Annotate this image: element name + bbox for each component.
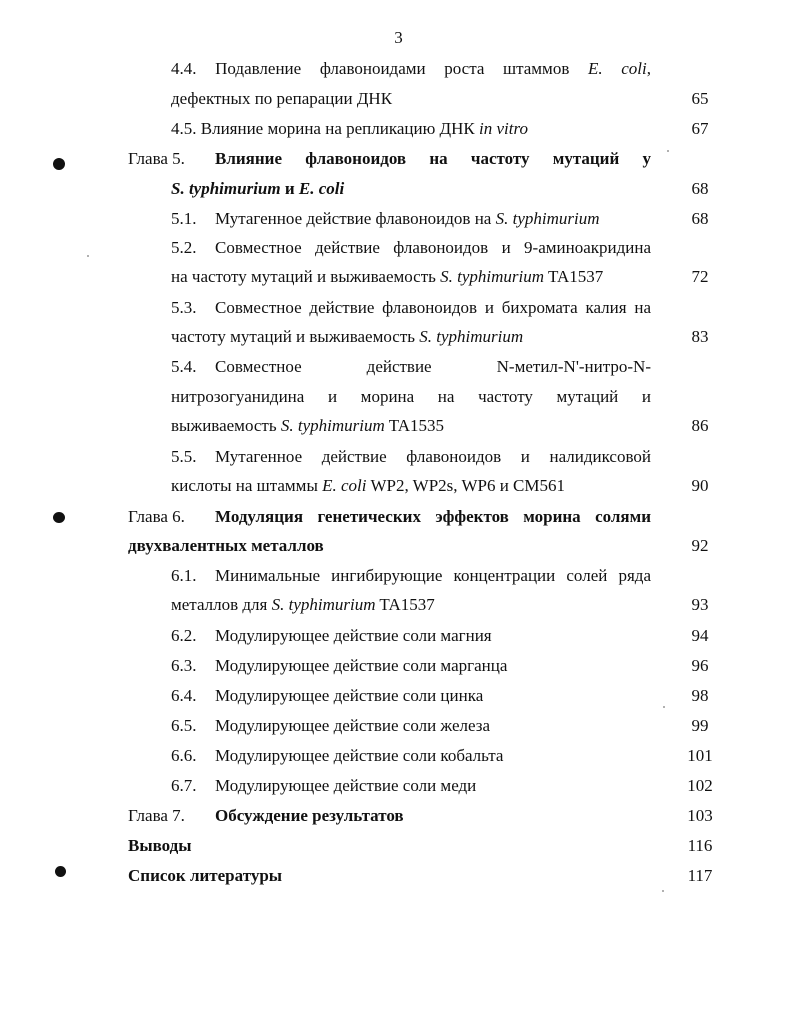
page-ref: 93 (691, 595, 709, 614)
page-ref: 72 (691, 267, 709, 286)
scan-speck (667, 150, 669, 152)
page-ref: 92 (691, 536, 709, 555)
section-number: 6.5. (171, 716, 197, 735)
section-number: 5.2. (171, 238, 197, 257)
page-ref: 68 (691, 179, 709, 198)
page-ref: 65 (691, 89, 709, 108)
toc-entry-4-4-line2: дефектных по репарации ДНК (171, 89, 393, 108)
section-number: 5.1. (171, 209, 197, 228)
chapter-5-title-line2: S. typhimurium и E. coli (171, 179, 345, 198)
page-ref: 117 (687, 866, 713, 885)
scan-hole-mark (55, 866, 66, 877)
toc-entry-4-5: 4.5. Влияние морина на репликацию ДНК in vitro (171, 119, 528, 138)
toc-entry-5-2-line2: на частоту мутаций и выживаемость S. typhimurium TA1537 (171, 267, 604, 286)
toc-entry-5-3-line1: Совместное действие флавоноидов и бихромата калия на (215, 298, 651, 317)
chapter-label: Глава 6. (128, 507, 185, 526)
toc-entry-5-3-line2: частоту мутаций и выживаемость S. typhimurium (171, 327, 524, 346)
toc-entry-5-4-line1: Совместное действие N-метил-N'-нитро-N- (215, 357, 651, 376)
toc-entry-5-2-line1: Совместное действие флавоноидов и 9-аминоакридина (215, 238, 651, 257)
section-number: 6.3. (171, 656, 197, 675)
toc-entry-6-7: Модулирующее действие соли меди (215, 776, 477, 795)
toc-entry-6-5: Модулирующее действие соли железа (215, 716, 490, 735)
chapter-6-title-line2: двухвалентных металлов (128, 536, 324, 555)
section-number: 6.2. (171, 626, 197, 645)
page-ref: 99 (691, 716, 709, 735)
page-ref: 98 (691, 686, 709, 705)
section-number: 5.3. (171, 298, 197, 317)
section-number: 5.5. (171, 447, 197, 466)
section-number: 6.1. (171, 566, 197, 585)
references-title: Список литературы (128, 866, 283, 885)
toc-entry-5-4-line2: нитрозогуанидина и морина на частоту мутаций и (171, 387, 651, 406)
toc-entry-6-1-line2: металлов для S. typhimurium TA1537 (171, 595, 435, 614)
page-ref: 96 (691, 656, 709, 675)
scan-hole-mark (53, 158, 65, 170)
page-ref: 94 (691, 626, 709, 645)
toc-entry-5-1: Мутагенное действие флавоноидов на S. typhimurium (215, 209, 600, 228)
scan-hole-mark (53, 512, 65, 523)
chapter-label: Глава 7. (128, 806, 185, 825)
page-number: 3 (394, 28, 403, 47)
page-ref: 68 (691, 209, 709, 228)
toc-entry-6-3: Модулирующее действие соли марганца (215, 656, 508, 675)
page-ref: 67 (691, 119, 709, 138)
section-number: 4.4. (171, 59, 197, 78)
page-ref: 102 (687, 776, 713, 795)
toc-entry-6-6: Модулирующее действие соли кобальта (215, 746, 504, 765)
page-ref: 116 (687, 836, 713, 855)
toc-entry-6-4: Модулирующее действие соли цинка (215, 686, 484, 705)
section-number: 6.4. (171, 686, 197, 705)
conclusions-title: Выводы (128, 836, 192, 855)
section-number: 6.6. (171, 746, 197, 765)
section-number: 5.4. (171, 357, 197, 376)
toc-entry-6-1-line1: Минимальные ингибирующие концентрации солей ряда (215, 566, 651, 585)
scan-speck (87, 255, 89, 257)
page-ref: 101 (687, 746, 713, 765)
page-ref: 83 (691, 327, 709, 346)
page-ref: 86 (691, 416, 709, 435)
toc-entry-5-5-line1: Мутагенное действие флавоноидов и налидиксовой (215, 447, 651, 466)
toc-entry-4-4-line1: 4.4. Подавление флавоноидами роста штаммов E. coli, (171, 59, 651, 78)
chapter-label: Глава 5. (128, 149, 185, 168)
chapter-7-title: Обсуждение результатов (215, 806, 404, 825)
page-ref: 90 (691, 476, 709, 495)
page-ref: 103 (687, 806, 713, 825)
chapter-6-title-line1: Модуляция генетических эффектов морина солями (215, 507, 651, 526)
chapter-5-title-line1: Влияние флавоноидов на частоту мутаций у (215, 149, 651, 168)
toc-entry-5-5-line2: кислоты на штаммы E. coli WP2, WP2s, WP6 и CM561 (171, 476, 566, 495)
scan-speck (662, 890, 664, 892)
toc-entry-5-4-line3: выживаемость S. typhimurium TA1535 (171, 416, 444, 435)
scan-speck (663, 706, 665, 708)
toc-entry-6-2: Модулирующее действие соли магния (215, 626, 492, 645)
section-number: 6.7. (171, 776, 197, 795)
